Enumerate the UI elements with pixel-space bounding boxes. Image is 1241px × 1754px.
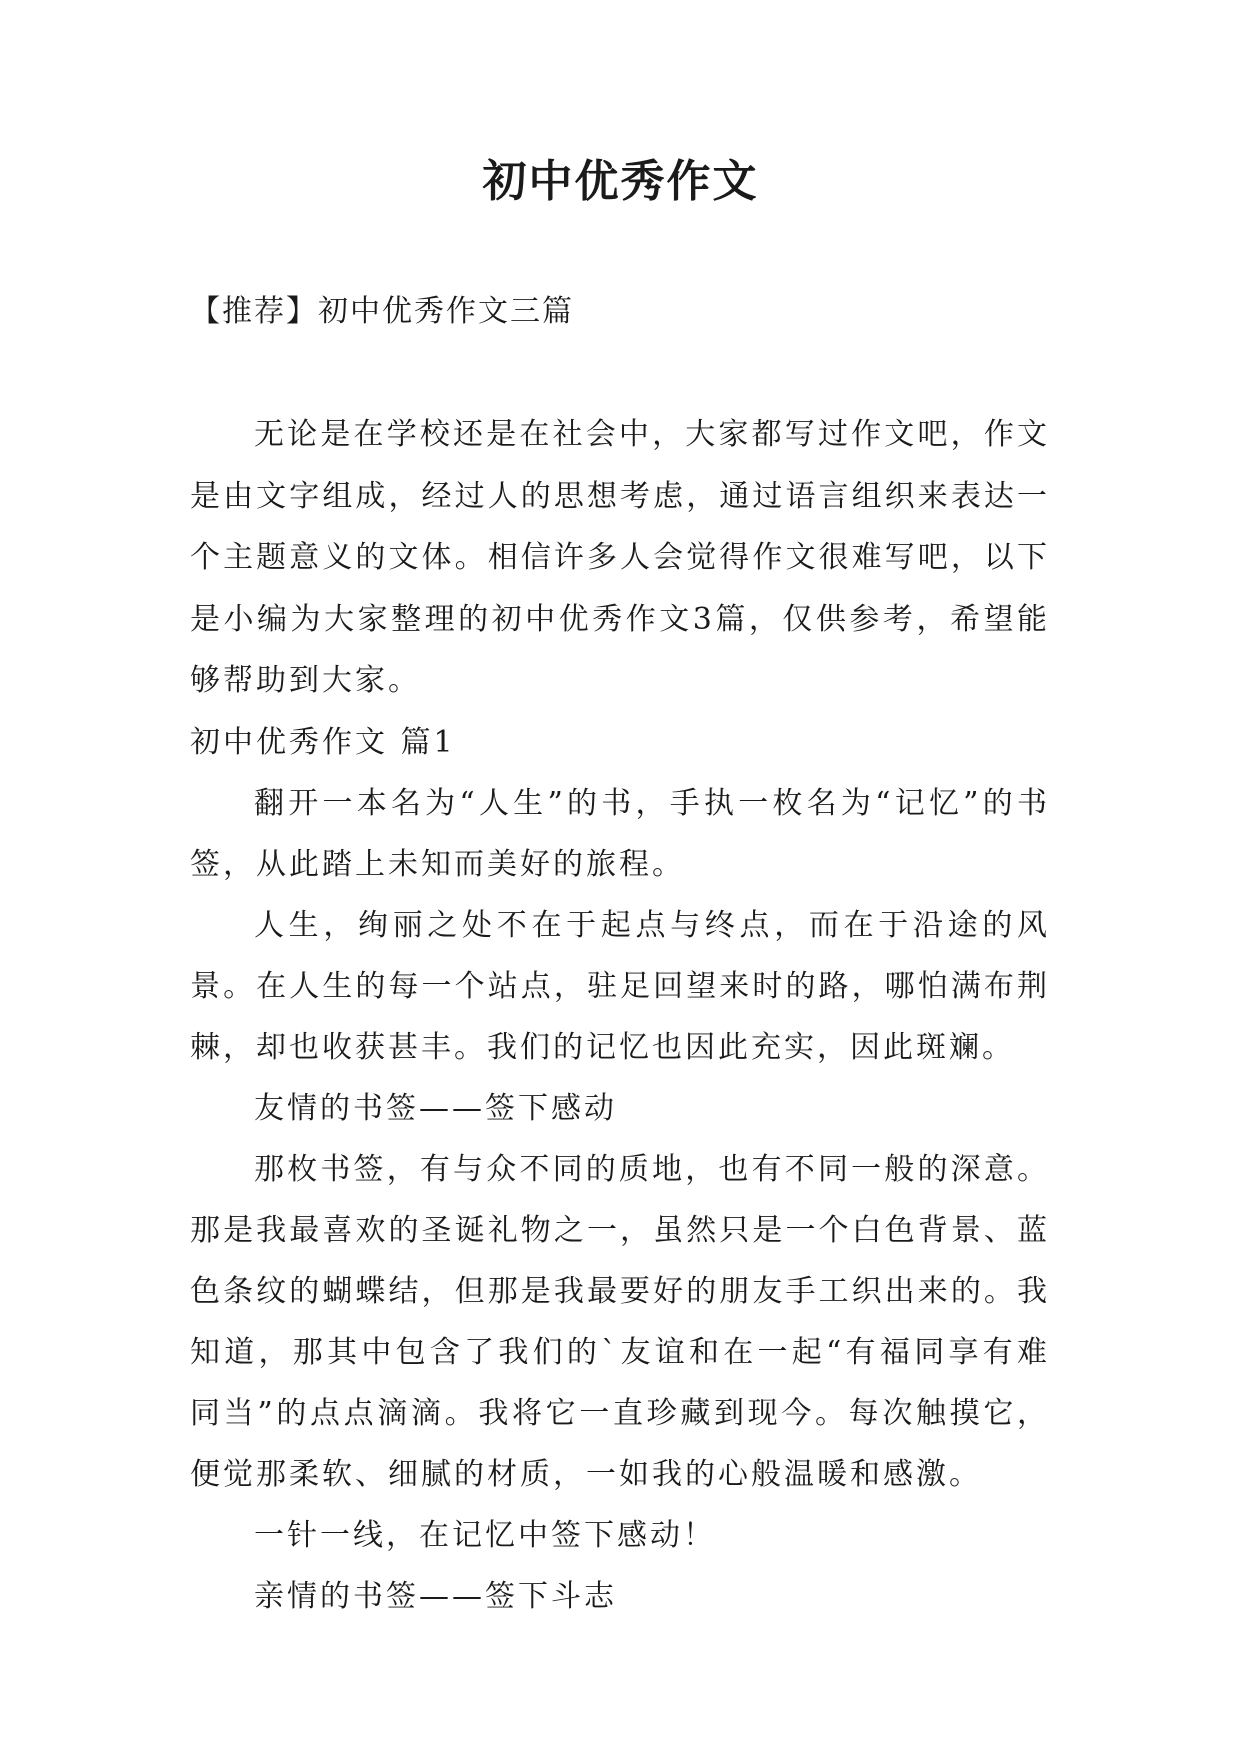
document-title: 初中优秀作文 [482,156,759,207]
body-paragraph: 人生，绚丽之处不在于起点与终点，而在于沿途的风景。在人生的每一个站点，驻足回望来时的路，哪怕满布荆棘，却也收获甚丰。我们的记忆也因此充实，因此斑斓。 [190,907,1050,1065]
body-paragraph: 那枚书签，有与众不同的质地，也有不同一般的深意。那是我最喜欢的圣诞礼物之一，虽然只是一个白色背景、蓝色条纹的蝴蝶结，但那是我最要好的朋友手工织出来的。我知道，那其中包含了我们的`友谊和在一起“有福同享有难同当”的点点滴滴。我将它一直珍藏到现今。每次触摸它，便觉那柔软、细腻的材质，一如我的心般温暖和感激。 [190,1151,1050,1492]
section-heading: 初中优秀作文 篇1 [190,724,456,760]
subheading-paragraph: 亲情的书签——签下斗志 [254,1578,617,1614]
document-body [190,404,1050,1627]
subheading-paragraph: 友情的书签——签下感动 [254,1090,617,1126]
body-paragraph: 翻开一本名为“人生”的书，手执一枚名为“记忆”的书签，从此踏上未知而美好的旅程。 [190,785,1050,882]
intro-paragraph: 无论是在学校还是在社会中，大家都写过作文吧，作文是由文字组成，经过人的思想考虑，通过语言组织来表达一个主题意义的文体。相信许多人会觉得作文很难写吧，以下是小编为大家整理的初中优秀作文3篇，仅供参考，希望能够帮助到大家。 [190,417,1050,698]
body-paragraph: 一针一线，在记忆中签下感动！ [254,1517,716,1553]
document-subtitle: 【推荐】初中优秀作文三篇 [190,294,574,329]
